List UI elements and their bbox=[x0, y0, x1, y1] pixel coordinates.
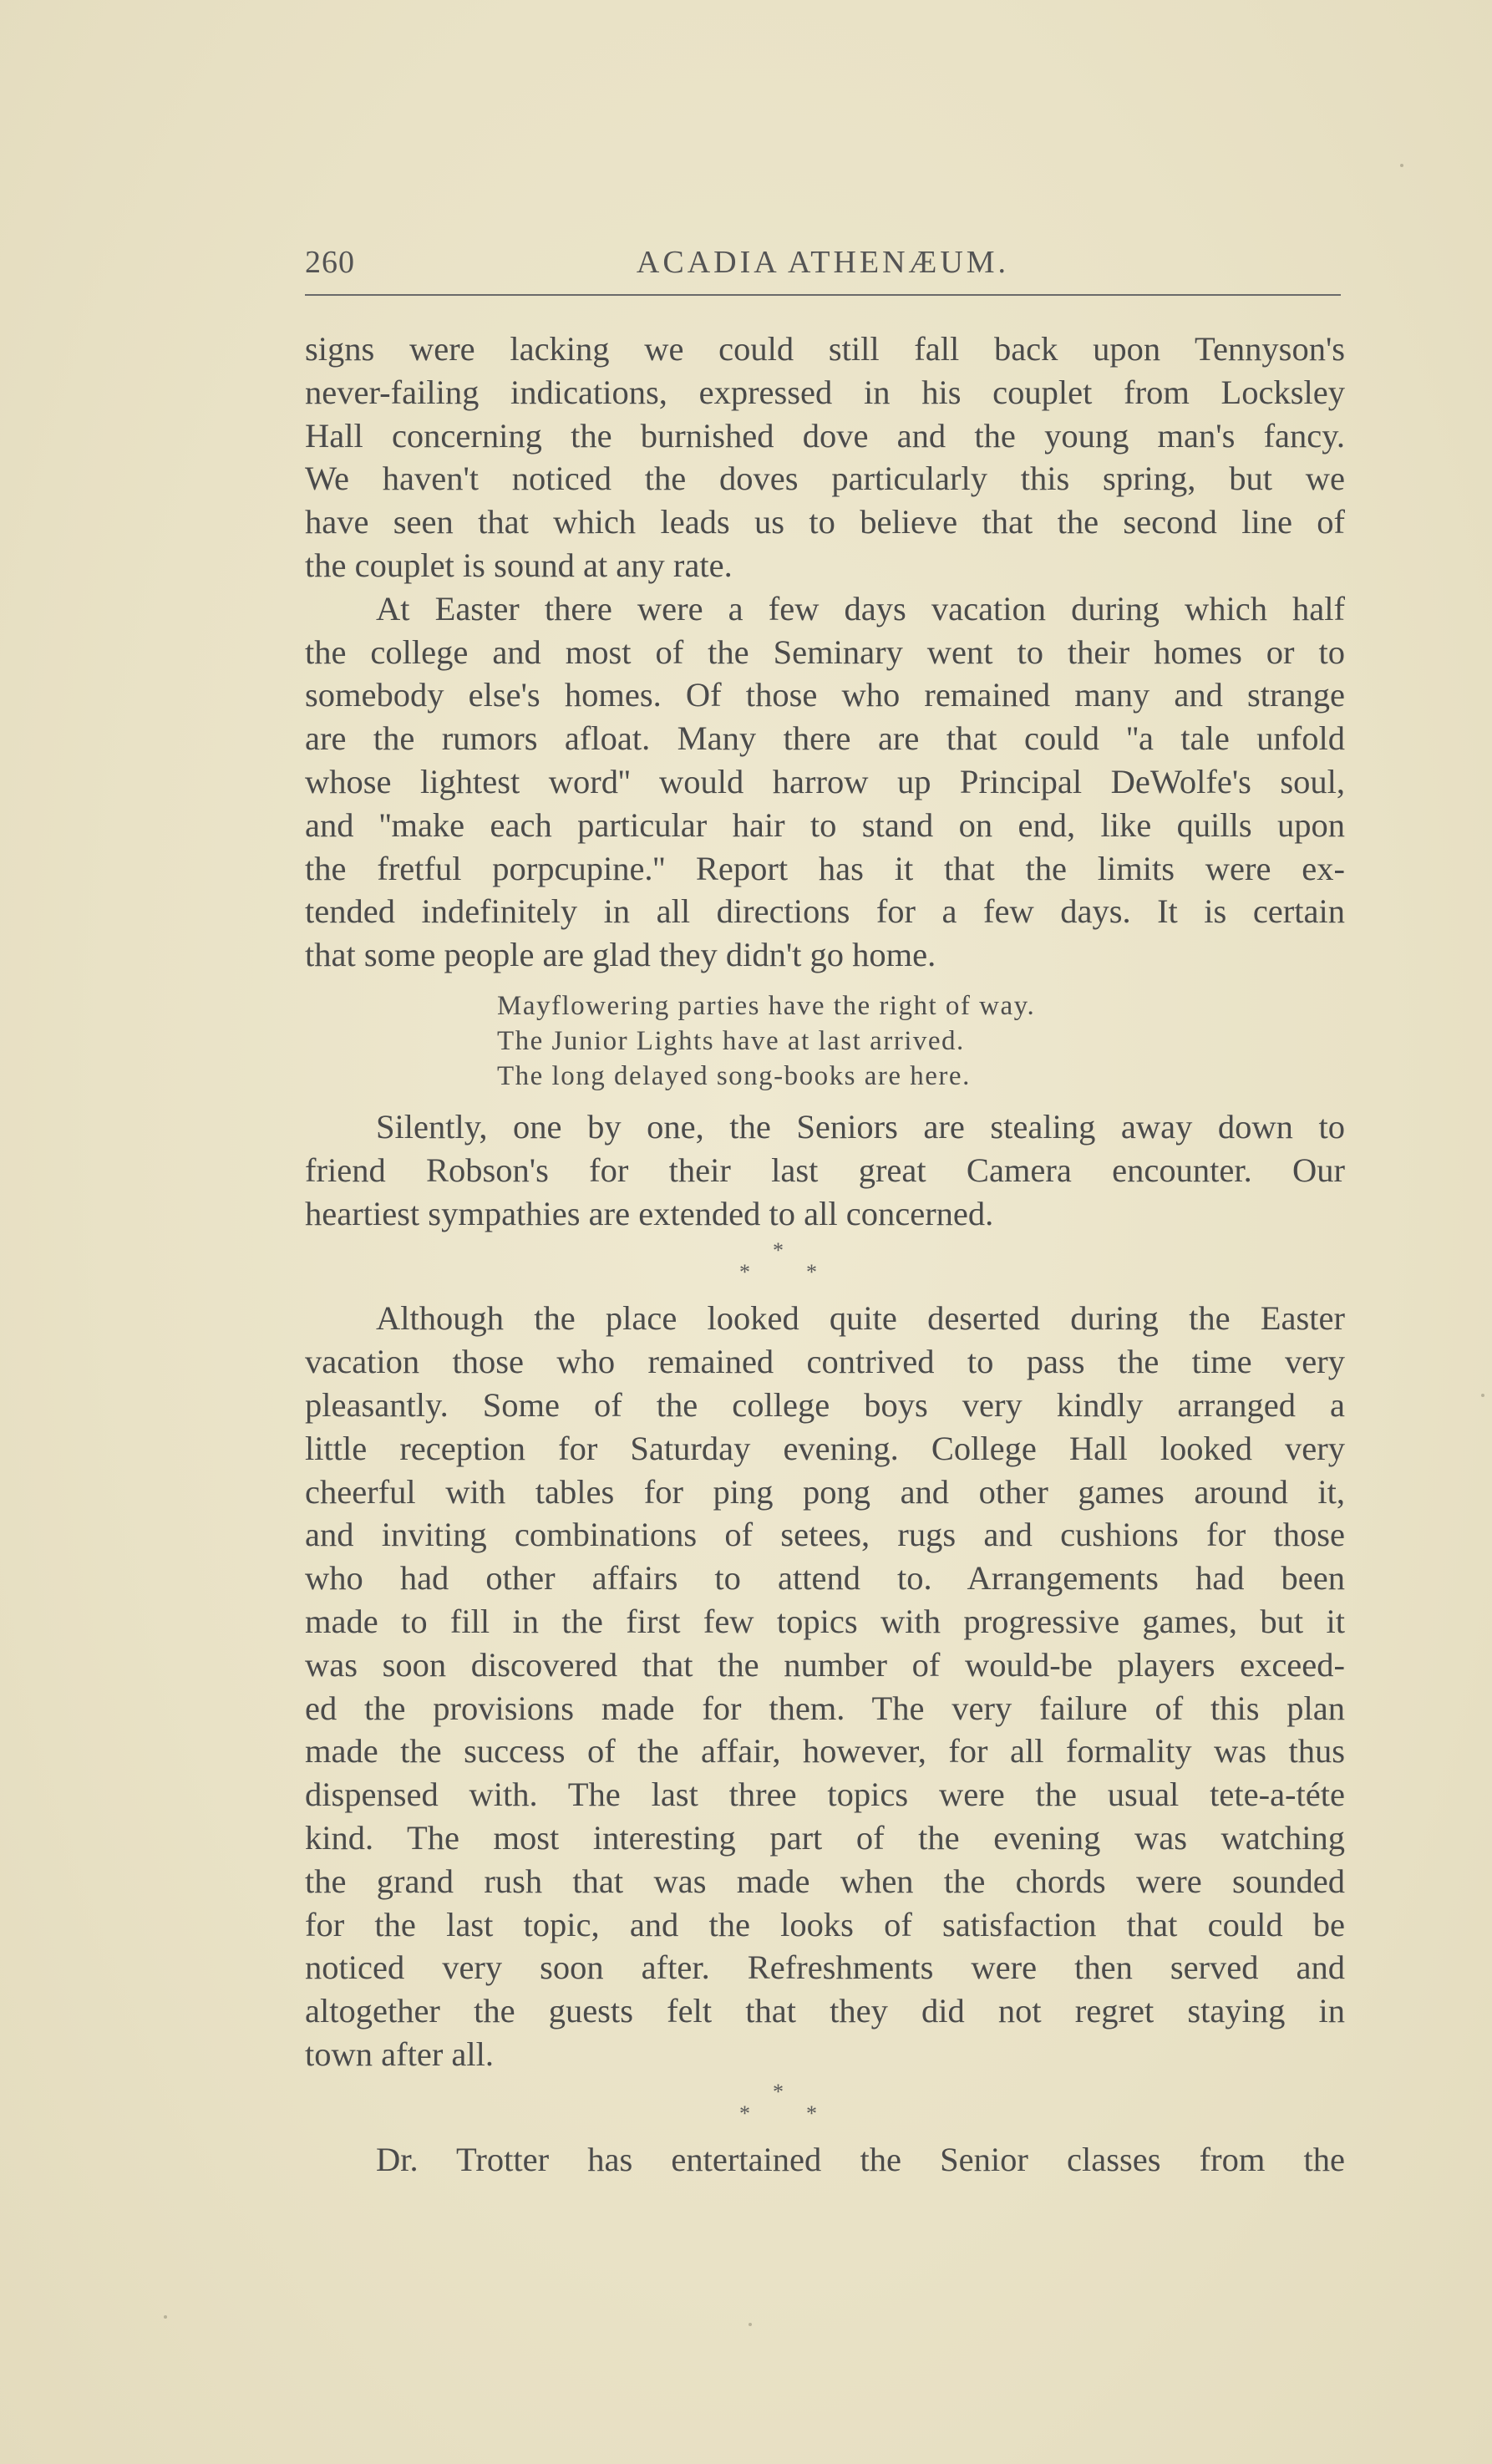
paragraph-reception bbox=[305, 1297, 1345, 2075]
text-line: and inviting combinations of setees, rugs and cushions for those bbox=[305, 1516, 1345, 1554]
text-line: little reception for Saturday evening. College Hall looked very bbox=[305, 1429, 1345, 1467]
paper-speck bbox=[1481, 1394, 1484, 1397]
text-line: Hall concerning the burnished dove and the young man's fancy. bbox=[305, 416, 1345, 455]
text-line: heartiest sympathies are extended to all concerned. bbox=[305, 1194, 994, 1232]
paper-speck bbox=[1400, 164, 1403, 167]
text-line: friend Robson's for their last great Camera encounter. Our bbox=[305, 1151, 1345, 1189]
text-line: somebody else's homes. Of those who remained many and strange bbox=[305, 676, 1345, 714]
asterism-star: * bbox=[739, 1260, 750, 1285]
page-header bbox=[305, 244, 1341, 296]
paper-speck bbox=[749, 2323, 752, 2326]
text-line: tended indefinitely in all directions for a few days. It is certain bbox=[305, 892, 1345, 931]
asterism-star: * bbox=[739, 2101, 750, 2126]
verse-block bbox=[497, 988, 1345, 1094]
text-line: whose lightest word'' would harrow up Principal DeWolfe's soul, bbox=[305, 762, 1345, 800]
paragraph-seniors bbox=[305, 1105, 1345, 1235]
paragraph-continued bbox=[305, 328, 1345, 587]
paragraph-trotter bbox=[305, 2138, 1345, 2182]
text-line: At Easter there were a few days vacation during which half bbox=[376, 589, 1345, 627]
verse-line: The long delayed song-books are here. bbox=[497, 1060, 971, 1091]
text-line: cheerful with tables for ping pong and other games around it, bbox=[305, 1472, 1345, 1511]
text-line: kind. The most interesting part of the evening was watching bbox=[305, 1818, 1345, 1857]
paragraph-easter bbox=[305, 587, 1345, 977]
text-line: the couplet is sound at any rate. bbox=[305, 546, 733, 584]
text-line: never-failing indications, expressed in his couplet from Locksley bbox=[305, 373, 1345, 411]
asterism-divider bbox=[305, 1237, 1345, 1290]
body-text bbox=[305, 328, 1345, 2181]
asterism-divider bbox=[305, 2078, 1345, 2131]
text-line: the grand rush that was made when the chords were sounded bbox=[305, 1862, 1345, 1900]
text-line: was soon discovered that the number of would-be players exceed- bbox=[305, 1645, 1345, 1684]
asterism-star: * bbox=[806, 2101, 817, 2126]
text-line: Silently, one by one, the Seniors are stealing away down to bbox=[376, 1107, 1345, 1146]
text-line: Dr. Trotter has entertained the Senior classes from the bbox=[376, 2140, 1345, 2178]
text-line: We haven't noticed the doves particularly this spring, but we bbox=[305, 460, 1345, 498]
text-line: who had other affairs to attend to. Arrangements had been bbox=[305, 1559, 1345, 1598]
text-line: Although the place looked quite deserted during the Easter bbox=[376, 1299, 1345, 1338]
asterism-star: * bbox=[806, 1260, 817, 1285]
text-line: have seen that which leads us to believe that the second line of bbox=[305, 503, 1345, 541]
text-line: for the last topic, and the looks of satisfaction that could be bbox=[305, 1905, 1345, 1943]
paper-speck bbox=[164, 2315, 167, 2319]
text-line: altogether the guests felt that they did not regret staying in bbox=[305, 1992, 1345, 2030]
text-line: the college and most of the Seminary went to their homes or to bbox=[305, 633, 1345, 671]
text-line: the fretful porpcupine.'' Report has it that the limits were ex- bbox=[305, 849, 1345, 887]
page-number: 260 bbox=[305, 245, 355, 280]
text-line: are the rumors afloat. Many there are that could ''a tale unfold bbox=[305, 719, 1345, 758]
text-line: made the success of the affair, however, for all formality was thus bbox=[305, 1732, 1345, 1771]
running-head: ACADIA ATHENÆUM. bbox=[636, 245, 1010, 280]
text-line: and ''make each particular hair to stand on end, like quills upon bbox=[305, 805, 1345, 844]
verse-line: Mayflowering parties have the right of way. bbox=[497, 990, 1036, 1021]
asterism-star: * bbox=[773, 1238, 784, 1263]
header-rule bbox=[305, 294, 1341, 296]
text-line: town after all. bbox=[305, 2035, 495, 2073]
text-line: dispensed with. The last three topics were the usual tete-a-téte bbox=[305, 1776, 1345, 1814]
text-line: noticed very soon after. Refreshments were then served and bbox=[305, 1948, 1345, 1987]
text-line: that some people are glad they didn't go home. bbox=[305, 936, 936, 974]
text-line: pleasantly. Some of the college boys very kindly arranged a bbox=[305, 1385, 1345, 1424]
text-line: ed the provisions made for them. The very failure of this plan bbox=[305, 1689, 1345, 1727]
verse-line: The Junior Lights have at last arrived. bbox=[497, 1025, 965, 1056]
text-line: vacation those who remained contrived to pass the time very bbox=[305, 1343, 1345, 1381]
text-line: signs were lacking we could still fall back upon Tennyson's bbox=[305, 330, 1345, 368]
asterism-star: * bbox=[773, 2079, 784, 2104]
text-line: made to fill in the first few topics with progressive games, but it bbox=[305, 1602, 1345, 1640]
